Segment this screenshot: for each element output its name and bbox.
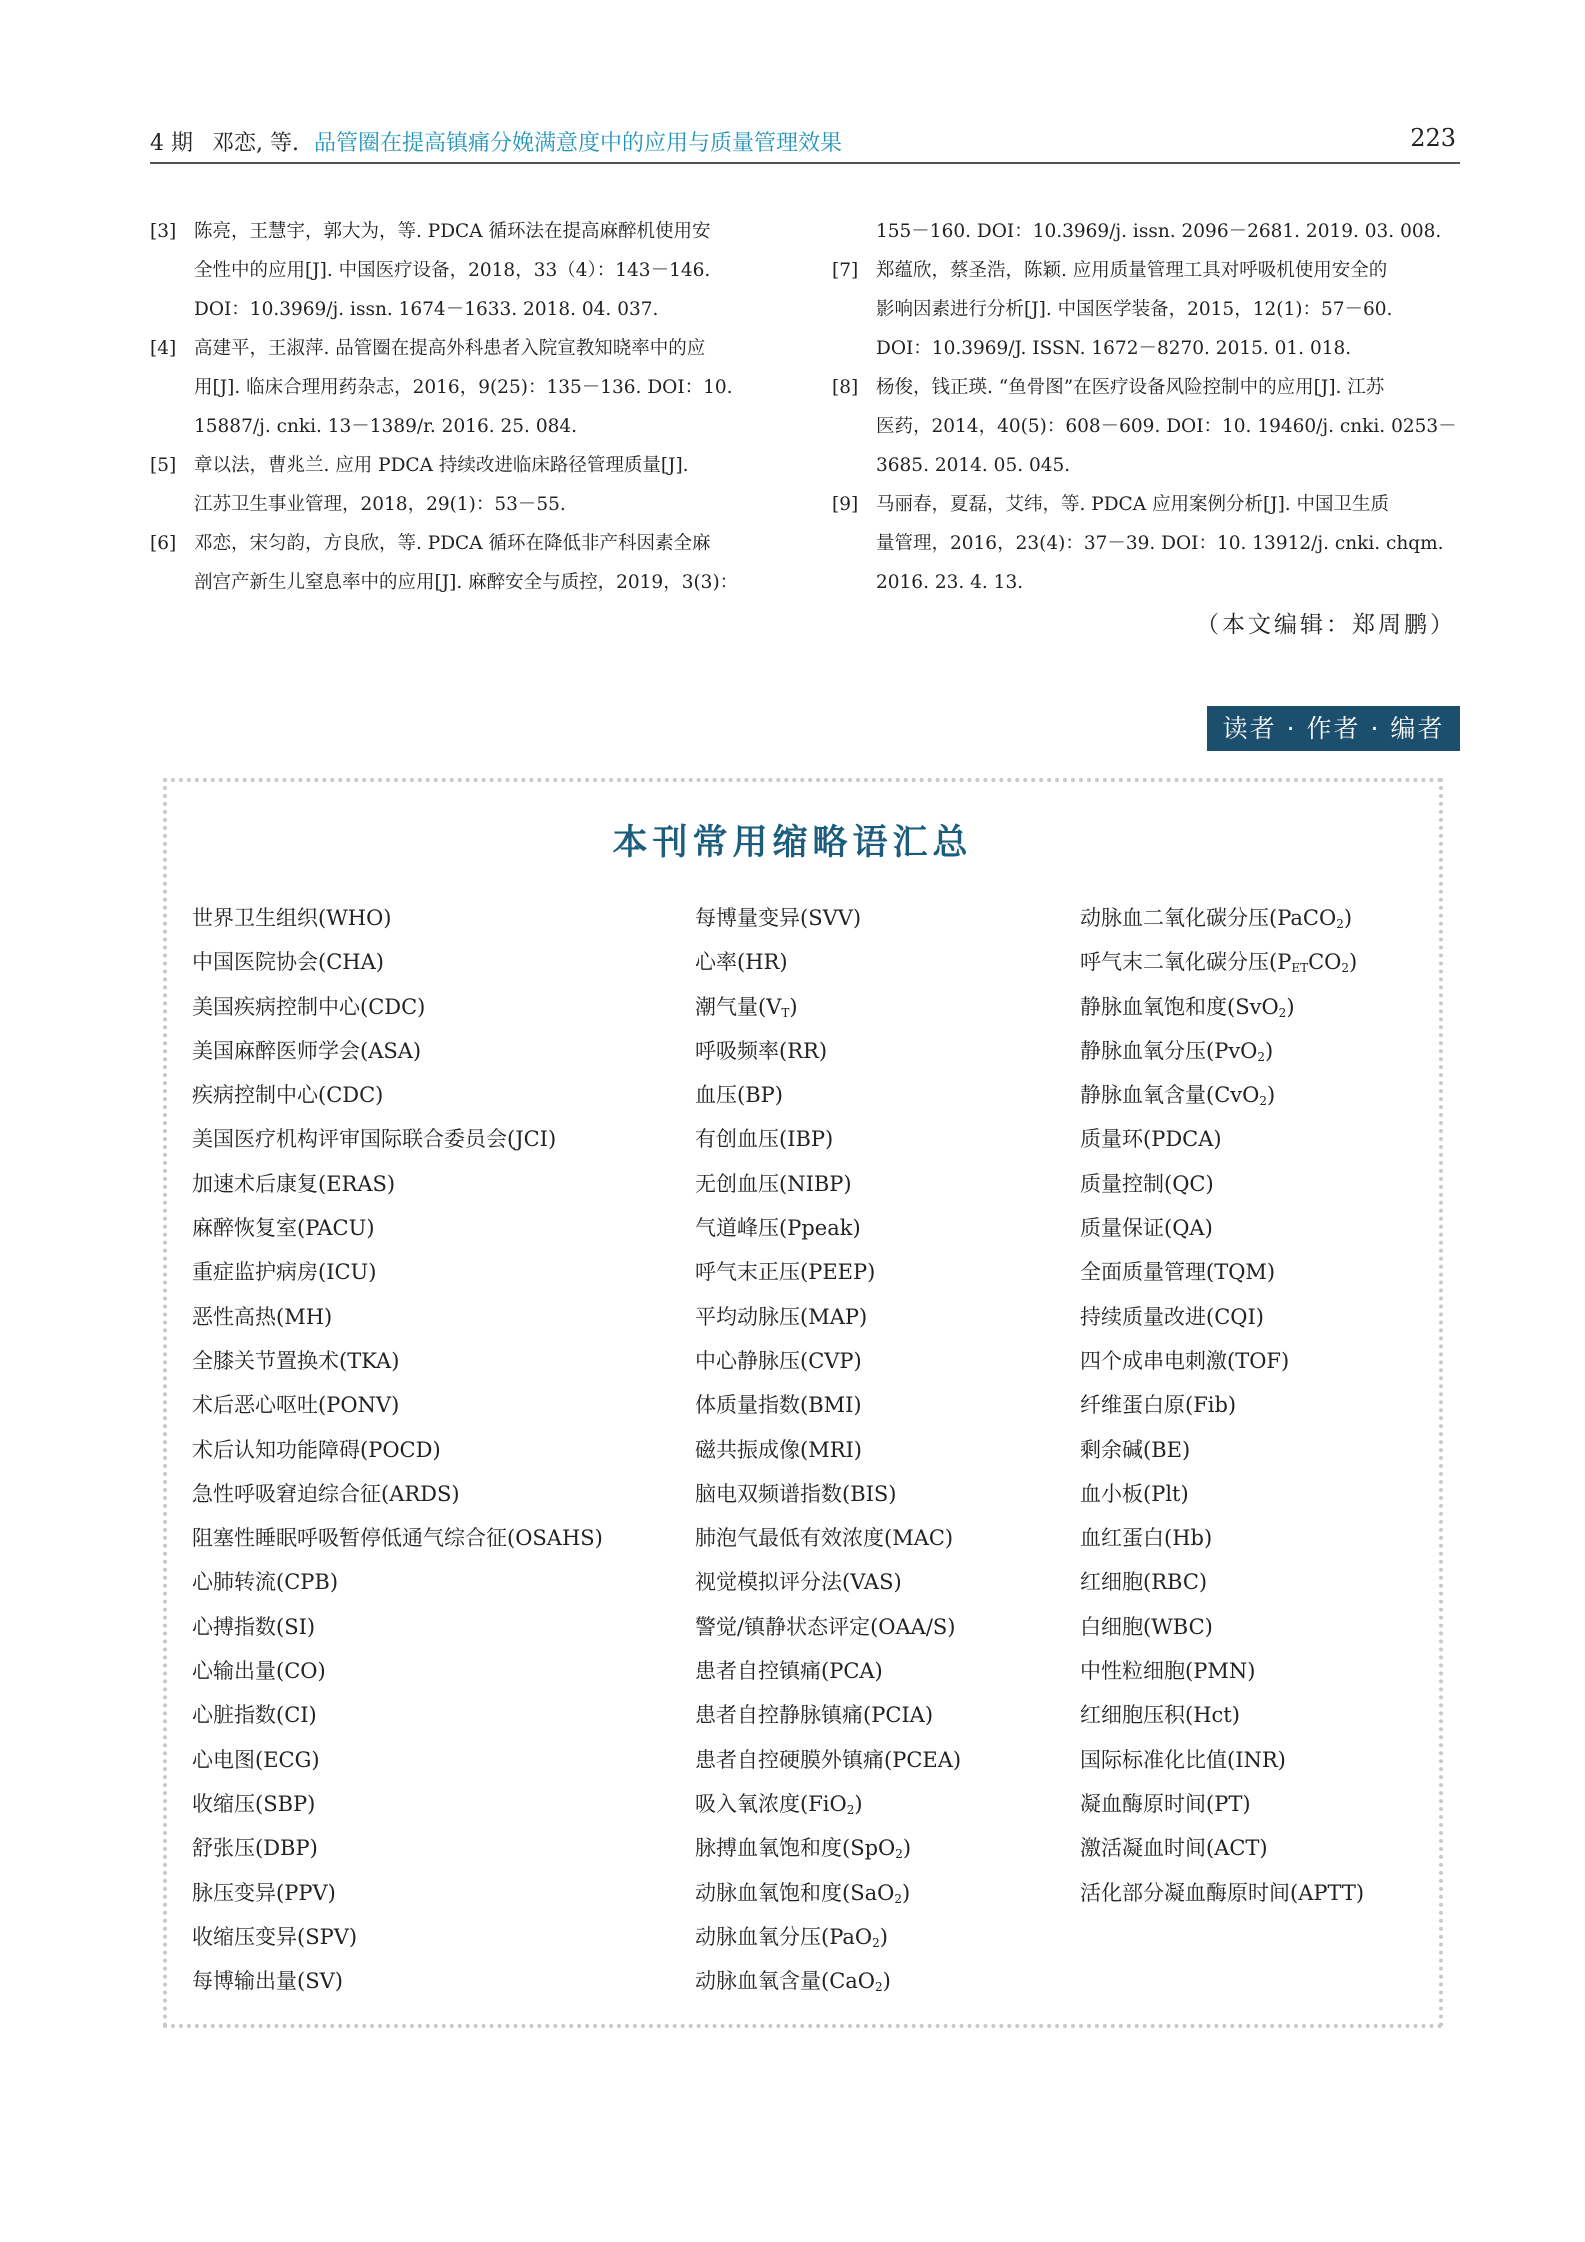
abbreviation-entry: [695, 1871, 1075, 1915]
abbreviation-entry: 美国疾病控制中心(CDC): [192, 994, 426, 1019]
reference-item: [832, 485, 1462, 602]
abbreviation-entry: [695, 1295, 1075, 1339]
reference-continued-line: 2016. 23. 4. 13.: [876, 572, 1024, 593]
abbreviation-entry: 每博输出量(SV): [192, 1969, 343, 1994]
reference-number: [8]: [832, 377, 859, 398]
abbreviation-text: ): [789, 994, 798, 1019]
abbreviation-entry: [695, 1649, 1075, 1693]
abbreviation-entry: [695, 1738, 1075, 1782]
abbreviation-text: 磁共振成像(MRI): [695, 1437, 862, 1462]
abbreviation-text: 质量环(PDCA): [1080, 1127, 1222, 1152]
abbreviation-entry: [1080, 1871, 1450, 1915]
abbreviation-text: 质量控制(QC): [1080, 1171, 1214, 1196]
abbreviation-entry: 收缩压(SBP): [192, 1791, 316, 1816]
reference-continued-line: DOI：10.3969/J. ISSN. 1672－8270. 2015. 01. 018.: [876, 338, 1352, 359]
abbreviation-entry: [1080, 1162, 1450, 1206]
abbreviation-entry: [1080, 1428, 1450, 1472]
abbreviation-text: 患者自控硬膜外镇痛(PCEA): [695, 1747, 962, 1772]
abbreviation-text: ): [1343, 906, 1353, 930]
reference-item: [150, 446, 795, 524]
abbreviation-subscript: ET: [1291, 961, 1309, 976]
abbreviation-text: CO: [1308, 950, 1342, 975]
reference-first-line: 马丽春，夏磊，艾纬，等. PDCA 应用案例分析[J]. 中国卫生质: [876, 494, 1390, 515]
abbreviation-entry: [695, 1117, 1075, 1161]
abbreviation-entry: 舒张压(DBP): [192, 1836, 318, 1861]
abbreviation-entry: [695, 1206, 1075, 1250]
abbreviation-entry: 疾病控制中心(CDC): [192, 1083, 384, 1108]
abbreviation-text: 呼气末正压(PEEP): [695, 1260, 876, 1285]
abbreviation-entry: [695, 1339, 1075, 1383]
abbreviation-entry: [695, 1073, 1075, 1117]
editor-note: （本文编辑：郑周鹏）: [1196, 612, 1456, 638]
issue-number: 4 期: [150, 131, 193, 156]
abbreviation-text: ): [854, 1791, 863, 1816]
abbreviation-text: 脑电双频谱指数(BIS): [695, 1481, 897, 1506]
abbreviation-entry: [1080, 1738, 1450, 1782]
abbreviation-entry: [1080, 1383, 1450, 1427]
abbreviation-entry: [695, 896, 1075, 940]
abbreviation-entry: 心脏指数(CI): [192, 1703, 317, 1728]
reference-first-line: 陈亮，王慧宇，郭大为，等. PDCA 循环法在提高麻醉机使用安: [194, 221, 711, 242]
abbreviation-text: 患者自控静脉镇痛(PCIA): [695, 1703, 934, 1728]
reference-continued-line: 江苏卫生事业管理，2018，29(1)：53－55.: [194, 494, 566, 515]
abbreviation-text: ): [1349, 950, 1358, 975]
abbreviation-text: 全面质量管理(TQM): [1080, 1260, 1276, 1285]
abbreviation-entry: 心输出量(CO): [192, 1659, 326, 1684]
abbreviation-text: 脉搏血氧饱和度(SpO: [695, 1836, 896, 1861]
abbreviation-text: 持续质量改进(CQI): [1080, 1304, 1264, 1329]
abbreviation-title: 本刊常用缩略语汇总: [612, 823, 973, 863]
abbreviation-subscript: T: [781, 1005, 790, 1020]
abbreviation-column-1: [192, 896, 672, 2003]
reference-first-line: 章以法，曹兆兰. 应用 PDCA 持续改进临床路径管理质量[J].: [194, 455, 689, 476]
reference-item: [150, 329, 795, 446]
reference-continued-line: 全性中的应用[J]. 中国医疗设备，2018，33（4）：143－146.: [194, 260, 711, 281]
abbreviation-text: 动脉血氧分压(PaO: [695, 1924, 873, 1949]
abbreviation-entry: 全膝关节置换术(TKA): [192, 1348, 400, 1373]
reference-continued-line: 用[J]. 临床合理用药杂志，2016，9(25)：135－136. DOI：10.: [194, 377, 733, 398]
abbreviation-text: 患者自控镇痛(PCA): [695, 1659, 883, 1684]
abbreviation-entry: [695, 1915, 1075, 1959]
abbreviation-entry: 心电图(ECG): [192, 1747, 320, 1772]
abbreviation-text: 血小板(Plt): [1080, 1481, 1189, 1506]
abbreviation-text: 白细胞(WBC): [1080, 1614, 1213, 1639]
abbreviation-text: 质量保证(QA): [1080, 1216, 1213, 1241]
abbreviation-entry: [1080, 985, 1450, 1029]
abbreviation-text: 血压(BP): [695, 1083, 783, 1108]
abbreviation-text: 国际标准化比值(INR): [1080, 1747, 1286, 1772]
abbreviation-text: ): [1265, 1038, 1274, 1063]
abbreviation-entry: [1080, 1560, 1450, 1604]
abbreviation-text: 凝血酶原时间(PT): [1080, 1791, 1251, 1816]
article-title: 品管圈在提高镇痛分娩满意度中的应用与质量管理效果: [314, 131, 843, 156]
reference-item: [150, 212, 795, 329]
abbreviation-subscript: 2: [1278, 1005, 1287, 1020]
abbreviation-entry: [1080, 1029, 1450, 1073]
abbreviation-entry: 急性呼吸窘迫综合征(ARDS): [192, 1481, 460, 1506]
section-tag: 读者 · 作者 · 编者: [1207, 706, 1460, 751]
abbreviation-text: 静脉血氧饱和度(SvO: [1080, 994, 1279, 1019]
abbreviation-entry: [695, 1428, 1075, 1472]
abbreviation-text: ): [901, 1880, 911, 1905]
abbreviation-subscript: 2: [1257, 1049, 1266, 1064]
abbreviation-entry: [1080, 1250, 1450, 1294]
abbreviation-text: 平均动脉压(MAP): [695, 1304, 868, 1329]
abbreviation-entry: [695, 1560, 1075, 1604]
abbreviation-subscript: 2: [1336, 917, 1344, 931]
references-right-column: [832, 212, 1462, 645]
reference-first-line: 郑蕴欣，蔡圣浩，陈颖. 应用质量管理工具对呼吸机使用安全的: [876, 260, 1388, 281]
abbreviation-entry: [1080, 896, 1450, 940]
abbreviation-entry: [695, 940, 1075, 984]
abbreviation-entry: [1080, 1295, 1450, 1339]
abbreviation-entry: [695, 1250, 1075, 1294]
abbreviation-entry: [695, 1029, 1075, 1073]
abbreviation-entry: 加速术后康复(ERAS): [192, 1171, 396, 1196]
reference-number: [3]: [150, 221, 177, 242]
reference-item: [150, 524, 795, 602]
reference-continued-line: DOI：10.3969/j. issn. 1674－1633. 2018. 04. 037.: [194, 299, 659, 320]
reference-continued-line: 医药，2014，40(5)：608－609. DOI：10. 19460/j. cnki. 0253－: [876, 416, 1457, 437]
abbreviation-column-3: [1080, 896, 1450, 1915]
abbreviation-entry: [695, 1782, 1075, 1826]
abbreviation-text: 激活凝血时间(ACT): [1080, 1836, 1268, 1861]
reference-number: [7]: [832, 260, 859, 281]
reference-continuation: 155－160. DOI：10.3969/j. issn. 2096－2681. 2019. 03. 008.: [876, 221, 1442, 242]
abbreviation-entry: [1080, 1516, 1450, 1560]
abbreviation-entry: [695, 1383, 1075, 1427]
reference-continued-line: 3685. 2014. 05. 045.: [876, 455, 1071, 476]
abbreviation-entry: [1080, 1693, 1450, 1737]
reference-number: [5]: [150, 455, 177, 476]
abbreviation-text: 气道峰压(Ppeak): [695, 1216, 861, 1241]
abbreviation-text: 纤维蛋白原(Fib): [1080, 1393, 1237, 1418]
abbreviation-text: 吸入氧浓度(FiO: [695, 1791, 847, 1816]
abbreviation-text: 剩余碱(BE): [1080, 1437, 1191, 1462]
references-left-column: [150, 212, 795, 602]
abbreviation-text: 动脉血二氧化碳分压(PaCO: [1080, 906, 1337, 930]
reference-number: [9]: [832, 494, 859, 515]
abbreviation-entry: 恶性高热(MH): [192, 1304, 333, 1329]
abbreviation-entry: [1080, 1073, 1450, 1117]
abbreviation-text: ): [879, 1924, 888, 1949]
abbreviation-text: 活化部分凝血酶原时间(APTT): [1080, 1880, 1365, 1905]
abbreviation-entry: [695, 1959, 1075, 2003]
abbreviation-subscript: 2: [895, 1847, 903, 1862]
abbreviation-text: ): [1286, 994, 1295, 1019]
abbreviation-text: 潮气量(V: [695, 994, 782, 1019]
abbreviation-subscript: 2: [875, 1980, 883, 1995]
abbreviation-entry: [1080, 1826, 1450, 1870]
abbreviation-text: 无创血压(NIBP): [695, 1171, 852, 1196]
abbreviation-text: 中性粒细胞(PMN): [1080, 1659, 1256, 1684]
abbreviation-subscript: 2: [1341, 961, 1350, 976]
abbreviation-entry: [695, 1693, 1075, 1737]
abbreviation-entry: [695, 1826, 1075, 1870]
abbreviation-entry: 术后恶心呕吐(PONV): [192, 1393, 400, 1418]
header-authors: 邓恋, 等.: [212, 131, 299, 156]
reference-first-line: 高建平，王淑萍. 品管圈在提高外科患者入院宣教知晓率中的应: [194, 338, 706, 359]
abbreviation-text: ): [902, 1836, 912, 1861]
abbreviation-entry: [1080, 1472, 1450, 1516]
abbreviation-entry: 中国医院协会(CHA): [192, 950, 384, 975]
abbreviation-entry: 麻醉恢复室(PACU): [192, 1216, 375, 1241]
abbreviation-text: 动脉血氧含量(CaO: [695, 1969, 875, 1994]
abbreviation-text: 有创血压(IBP): [695, 1127, 834, 1152]
reference-item: [832, 368, 1462, 485]
abbreviation-text: 红细胞(RBC): [1080, 1570, 1208, 1595]
abbreviation-entry: [1080, 1649, 1450, 1693]
reference-continued-line: 量管理，2016，23(4)：37－39. DOI：10. 13912/j. cnki. chqm.: [876, 533, 1444, 554]
abbreviation-entry: [695, 1605, 1075, 1649]
abbreviation-entry: 术后认知功能障碍(POCD): [192, 1437, 441, 1462]
abbreviation-entry: 脉压变异(PPV): [192, 1880, 336, 1905]
abbreviation-text: 视觉模拟评分法(VAS): [695, 1570, 902, 1595]
reference-first-line: 杨俊，钱正瑛. “鱼骨图”在医疗设备风险控制中的应用[J]. 江苏: [876, 377, 1385, 398]
abbreviation-entry: 重症监护病房(ICU): [192, 1260, 377, 1285]
abbreviation-entry: [1080, 1339, 1450, 1383]
abbreviation-entry: [695, 1516, 1075, 1560]
abbreviation-text: 四个成串电刺激(TOF): [1080, 1348, 1290, 1373]
abbreviation-text: 呼气末二氧化碳分压(P: [1080, 950, 1292, 975]
abbreviation-text: 红细胞压积(Hct): [1080, 1703, 1240, 1728]
abbreviation-text: 动脉血氧饱和度(SaO: [695, 1880, 895, 1905]
running-header: [150, 122, 1460, 164]
abbreviation-entry: 心搏指数(SI): [192, 1614, 316, 1639]
abbreviation-entry: [695, 985, 1075, 1029]
abbreviation-entry: 美国麻醉医师学会(ASA): [192, 1038, 422, 1063]
reference-item: [832, 251, 1462, 368]
abbreviation-subscript: 2: [1259, 1094, 1267, 1109]
abbreviation-entry: [1080, 1206, 1450, 1250]
abbreviation-entry: 阻塞性睡眠呼吸暂停低通气综合征(OSAHS): [192, 1526, 603, 1551]
abbreviation-text: 体质量指数(BMI): [695, 1393, 862, 1418]
abbreviation-text: 中心静脉压(CVP): [695, 1348, 862, 1373]
abbreviation-entry: [1080, 1117, 1450, 1161]
abbreviation-subscript: 2: [846, 1802, 855, 1817]
abbreviation-column-2: [695, 896, 1075, 2003]
abbreviation-text: 警觉/镇静状态评定(OAA/S): [695, 1614, 956, 1639]
abbreviation-entry: [1080, 1782, 1450, 1826]
abbreviation-entry: [1080, 940, 1450, 984]
abbreviation-text: 肺泡气最低有效浓度(MAC): [695, 1526, 954, 1551]
reference-number: [4]: [150, 338, 177, 359]
page-number: 223: [1410, 124, 1456, 152]
abbreviation-text: 静脉血氧分压(PvO: [1080, 1038, 1258, 1063]
abbreviation-text: 心率(HR): [695, 950, 788, 975]
abbreviation-entry: 美国医疗机构评审国际联合委员会(JCI): [192, 1127, 557, 1152]
abbreviation-text: 呼吸频率(RR): [695, 1038, 828, 1063]
abbreviation-entry: 收缩压变异(SPV): [192, 1924, 358, 1949]
abbreviation-text: 静脉血氧含量(CvO: [1080, 1083, 1260, 1108]
reference-continued-line: 影响因素进行分析[J]. 中国医学装备，2015，12(1)：57－60.: [876, 299, 1393, 320]
abbreviation-entry: [1080, 1605, 1450, 1649]
abbreviation-subscript: 2: [894, 1891, 902, 1906]
reference-continued-line: 剖宫产新生儿窒息率中的应用[J]. 麻醉安全与质控，2019，3(3)：: [194, 572, 739, 593]
reference-number: [6]: [150, 533, 177, 554]
abbreviation-entry: [695, 1472, 1075, 1516]
abbreviation-text: ): [882, 1969, 891, 1994]
abbreviation-text: ): [1266, 1083, 1276, 1108]
abbreviation-text: 每博量变异(SVV): [695, 906, 862, 930]
abbreviation-text: 血红蛋白(Hb): [1080, 1526, 1213, 1551]
reference-continued-line: 15887/j. cnki. 13－1389/r. 2016. 25. 084.: [194, 416, 578, 437]
abbreviation-entry: 心肺转流(CPB): [192, 1570, 339, 1595]
abbreviation-subscript: 2: [872, 1935, 880, 1950]
abbreviation-entry: [695, 1162, 1075, 1206]
abbreviation-entry: 世界卫生组织(WHO): [192, 906, 392, 930]
reference-first-line: 邓恋，宋匀韵，方良欣，等. PDCA 循环在降低非产科因素全麻: [194, 533, 711, 554]
